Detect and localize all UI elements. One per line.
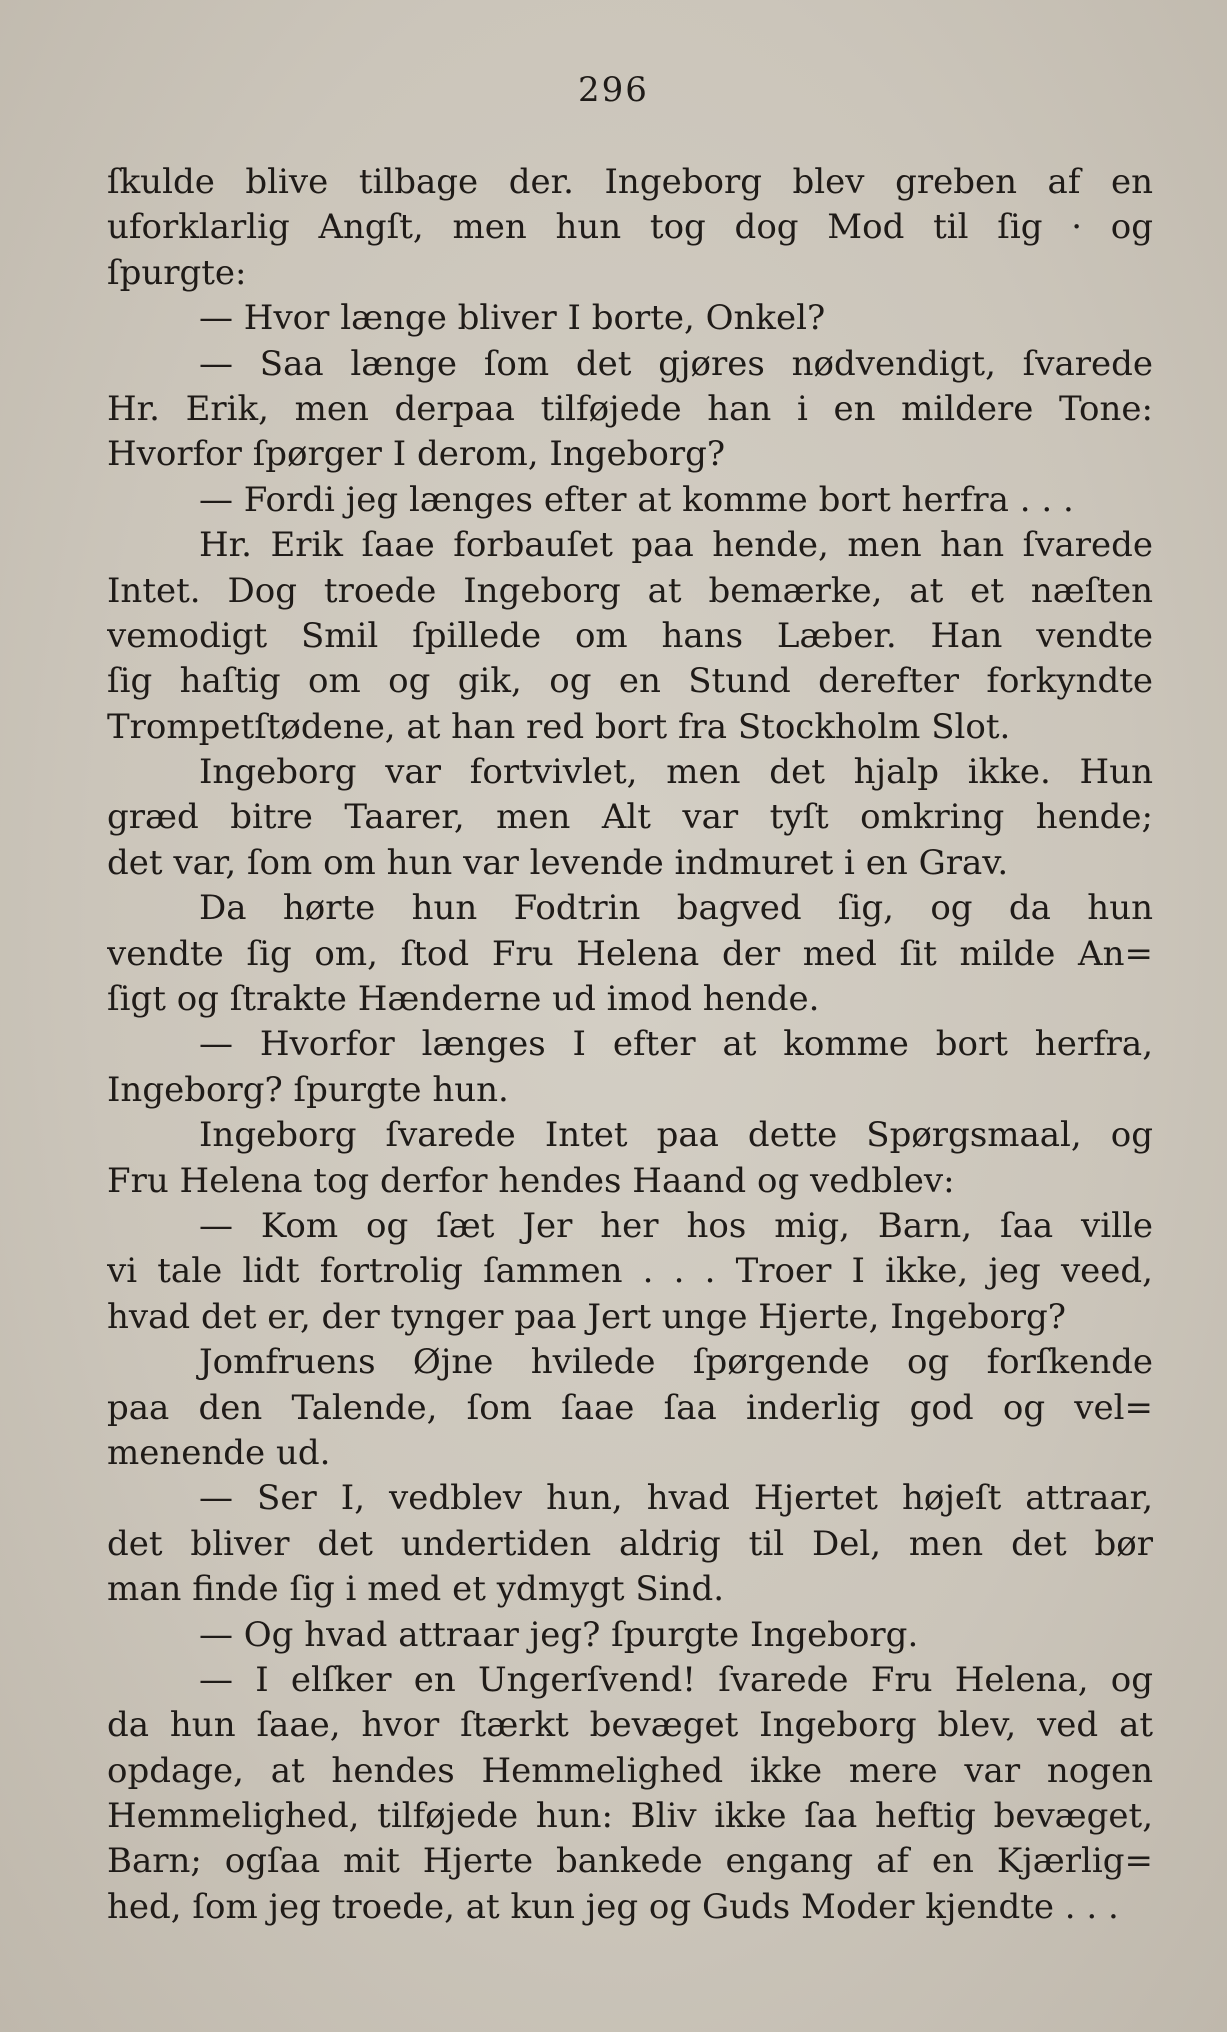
text-line: det var, ſom om hun var levende indmuret i en Grav. bbox=[107, 842, 1009, 883]
text-line: Ingeborg ſvarede Intet paa dette Spørgsmaal, og bbox=[199, 1115, 1153, 1156]
text-line: uforklarlig Angſt, men hun tog dog Mod til ſig · og bbox=[107, 207, 1153, 248]
text-line: da hun ſaae, hvor ſtærkt bevæget Ingeborg blev, ved at bbox=[107, 1705, 1153, 1746]
text-line: græd bitre Taarer, men Alt var tyſt omkring hende; bbox=[107, 797, 1153, 838]
text-line: man finde ſig i med et ydmygt Sind. bbox=[107, 1569, 725, 1610]
text-line: vi tale lidt fortrolig ſammen . . . Troer I ikke, jeg veed, bbox=[107, 1251, 1153, 1292]
text-line: vemodigt Smil ſpillede om hans Læber. Han vendte bbox=[107, 615, 1153, 656]
text-line: Ingeborg var fortvivlet, men det hjalp ikke. Hun bbox=[199, 752, 1153, 793]
body-text bbox=[107, 160, 1153, 1930]
text-line: — Kom og ſæt Jer her hos mig, Barn, ſaa ville bbox=[199, 1205, 1153, 1246]
text-line: — Hvor længe bliver I borte, Onkel? bbox=[199, 298, 826, 339]
text-line: Hemmelighed, tilføjede hun: Bliv ikke ſaa heftig bevæget, bbox=[107, 1796, 1153, 1837]
text-line: Jomfruens Øjne hvilede ſpørgende og forſkende bbox=[199, 1342, 1153, 1383]
text-line: Intet. Dog troede Ingeborg at bemærke, at et næſten bbox=[107, 570, 1153, 611]
text-line: — I elſker en Ungerſvend! ſvarede Fru Helena, og bbox=[199, 1659, 1153, 1700]
text-line: Hr. Erik, men derpaa tilføjede han i en mildere Tone: bbox=[107, 388, 1153, 429]
text-line: Fru Helena tog derfor hendes Haand og vedblev: bbox=[107, 1160, 955, 1201]
text-line: Trompetſtødene, at han red bort fra Stockholm Slot. bbox=[107, 706, 1011, 747]
text-line: paa den Talende, ſom ſaae ſaa inderlig god og vel= bbox=[107, 1387, 1153, 1428]
text-line: Hvorfor ſpørger I derom, Ingeborg? bbox=[107, 434, 726, 475]
text-line: Ingeborg? ſpurgte hun. bbox=[107, 1069, 509, 1110]
text-line: opdage, at hendes Hemmelighed ikke mere var nogen bbox=[107, 1750, 1153, 1791]
text-line: — Ser I, vedblev hun, hvad Hjertet højeſt attraar, bbox=[199, 1478, 1153, 1519]
text-line: ſigt og ſtrakte Hænderne ud imod hende. bbox=[107, 979, 820, 1020]
text-line: — Saa længe ſom det gjøres nødvendigt, ſvarede bbox=[199, 343, 1153, 384]
text-line: Barn; ogſaa mit Hjerte bankede engang af en Kjærlig= bbox=[107, 1841, 1153, 1882]
text-line: det bliver det undertiden aldrig til Del, men det bør bbox=[107, 1523, 1153, 1564]
text-line: — Hvorfor længes I efter at komme bort herfra, bbox=[199, 1024, 1153, 1065]
text-line: ſkulde blive tilbage der. Ingeborg blev greben af en bbox=[107, 162, 1153, 202]
text-line: hed, ſom jeg troede, at kun jeg og Guds Moder kjendte . . . bbox=[107, 1886, 1119, 1927]
text-line: ſig haſtig om og gik, og en Stund derefter forkyndte bbox=[107, 661, 1153, 702]
text-line: Da hørte hun Fodtrin bagved ſig, og da hun bbox=[199, 888, 1153, 929]
text-line: — Og hvad attraar jeg? ſpurgte Ingeborg. bbox=[199, 1614, 919, 1655]
text-line: vendte ſig om, ſtod Fru Helena der med ſit milde An= bbox=[107, 933, 1153, 974]
text-line: ſpurgte: bbox=[107, 252, 247, 293]
text-line: Hr. Erik ſaae forbauſet paa hende, men han ſvarede bbox=[199, 525, 1153, 566]
page-number: 296 bbox=[578, 70, 649, 110]
text-line: hvad det er, der tynger paa Jert unge Hjerte, Ingeborg? bbox=[107, 1296, 1066, 1337]
text-line: — Fordi jeg længes efter at komme bort herfra . . . bbox=[199, 479, 1074, 520]
text-line: menende ud. bbox=[107, 1432, 331, 1473]
